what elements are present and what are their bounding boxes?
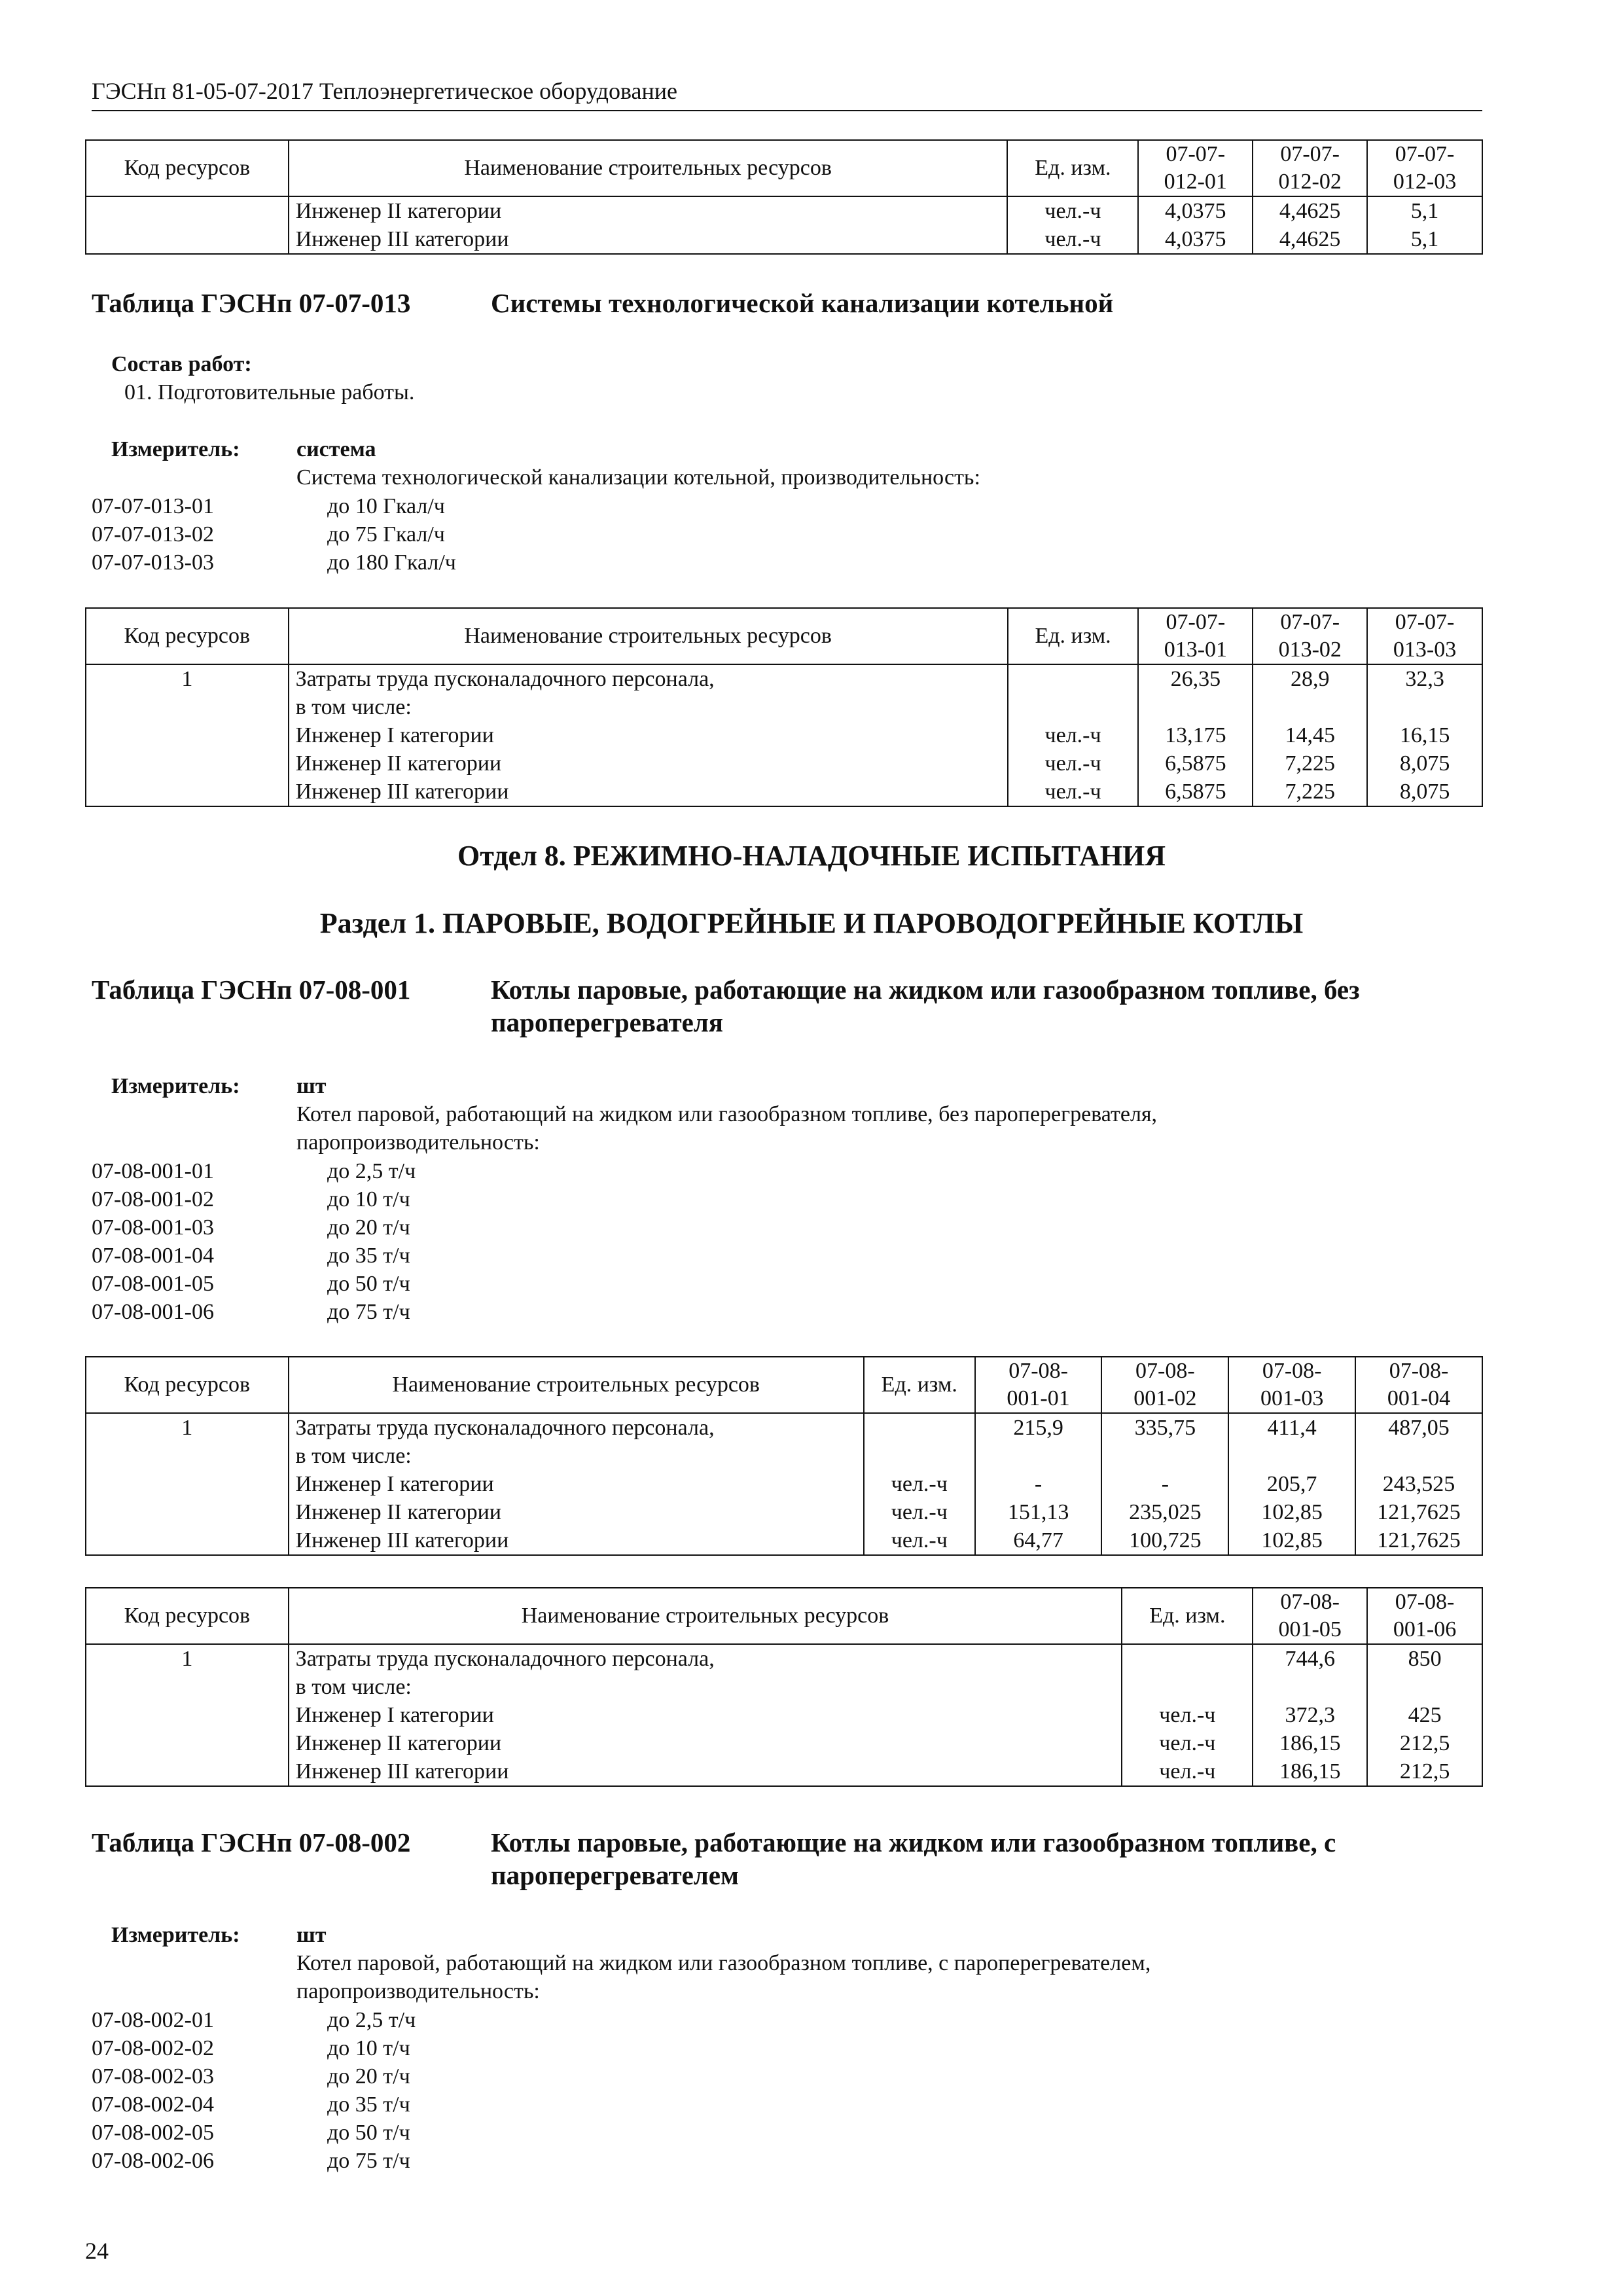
cell-code: [86, 693, 289, 721]
norm-code-line1: 07-08-: [1395, 1590, 1455, 1614]
cell-unit: чел.-ч: [1007, 196, 1138, 225]
cell-name: Инженер II категории: [289, 1729, 1122, 1757]
col-header-unit: Ед. изм.: [1122, 1588, 1253, 1644]
cell-code: [86, 1526, 289, 1555]
cell-value: [1367, 1673, 1482, 1701]
cell-name: Инженер III категории: [289, 1526, 864, 1555]
running-header: ГЭСНп 81-05-07-2017 Теплоэнергетическое оборудование: [92, 78, 677, 104]
cell-value: 850: [1367, 1644, 1482, 1673]
norm-code-line1: 07-08-: [1262, 1359, 1322, 1383]
norm-code-line2: 001-05: [1278, 1617, 1342, 1641]
col-header-name: Наименование строительных ресурсов: [289, 1357, 864, 1413]
item-range: до 35 т/ч: [327, 2092, 410, 2117]
cell-code: [86, 1470, 289, 1498]
cell-value: 6,5875: [1138, 778, 1253, 806]
item-code: 07-08-002-06: [92, 2149, 214, 2173]
table-row: [86, 749, 1482, 778]
measure-description: Система технологической канализации котельной, производительность:: [296, 465, 980, 490]
item-code: 07-08-002-02: [92, 2036, 214, 2060]
col-header-name: Наименование строительных ресурсов: [289, 608, 1008, 664]
norm-code-line1: 07-07-: [1395, 142, 1455, 166]
cell-value: 64,77: [975, 1526, 1102, 1555]
col-header-norm: [975, 1357, 1102, 1413]
cell-value: 243,525: [1355, 1470, 1482, 1498]
cell-unit: чел.-ч: [1007, 225, 1138, 254]
col-header-code: Код ресурсов: [86, 140, 289, 196]
item-code: 07-08-001-05: [92, 1272, 214, 1296]
item-range: до 10 т/ч: [327, 1187, 410, 1211]
cell-value: 13,175: [1138, 721, 1253, 749]
resource-table-07-08-001-a: [85, 1356, 1483, 1556]
table-heading: Котлы паровые, работающие на жидком или газообразном топливе, с пароперегревателем: [491, 1827, 1336, 1890]
table-row: [86, 196, 1482, 225]
col-header-code: Код ресурсов: [86, 1588, 289, 1644]
cell-value: 6,5875: [1138, 749, 1253, 778]
item-code: 07-08-002-01: [92, 2008, 214, 2032]
norm-code-line1: 07-07-: [1280, 610, 1340, 634]
table-header-row: [86, 1357, 1482, 1413]
table-row: [86, 693, 1482, 721]
cell-code: [86, 1757, 289, 1786]
header-rule: [92, 110, 1482, 111]
measure-unit: шт: [296, 1074, 327, 1098]
item-range: до 35 т/ч: [327, 1244, 410, 1268]
cell-value: 744,6: [1253, 1644, 1367, 1673]
cell-value: 186,15: [1253, 1729, 1367, 1757]
resource-table-07-08-001-b: [85, 1587, 1483, 1787]
cell-value: 151,13: [975, 1498, 1102, 1526]
cell-code: [86, 1673, 289, 1701]
cell-name: Инженер III категории: [289, 778, 1008, 806]
table-row: [86, 1701, 1482, 1729]
cell-value: 121,7625: [1355, 1498, 1482, 1526]
norm-code-line2: 001-03: [1260, 1386, 1324, 1410]
col-header-norm: [1367, 1588, 1482, 1644]
cell-value: [1138, 693, 1253, 721]
cell-value: 32,3: [1367, 664, 1482, 693]
norm-code-line2: 013-02: [1278, 637, 1342, 662]
norm-code-line1: 07-07-: [1280, 142, 1340, 166]
item-code: 07-08-001-03: [92, 1215, 214, 1240]
cell-code: [86, 1701, 289, 1729]
cell-value: 8,075: [1367, 749, 1482, 778]
cell-value: 28,9: [1253, 664, 1367, 693]
item-range: до 10 т/ч: [327, 2036, 410, 2060]
col-header-norm: [1253, 608, 1367, 664]
cell-value: 235,025: [1101, 1498, 1228, 1526]
col-header-unit: Ед. изм.: [1007, 140, 1138, 196]
item-code: 07-07-013-01: [92, 494, 214, 518]
item-range: до 75 Гкал/ч: [327, 522, 445, 547]
table-row: [86, 664, 1482, 693]
item-code: 07-08-002-05: [92, 2121, 214, 2145]
cell-value: 5,1: [1367, 196, 1482, 225]
col-header-norm: [1228, 1357, 1355, 1413]
col-header-unit: Ед. изм.: [1008, 608, 1139, 664]
cell-value: -: [1101, 1470, 1228, 1498]
item-range: до 50 т/ч: [327, 1272, 410, 1296]
cell-value: 411,4: [1228, 1413, 1355, 1442]
table-label: Таблица ГЭСНп 07-08-002: [92, 1827, 411, 1857]
col-header-code: Код ресурсов: [86, 608, 289, 664]
cell-value: 7,225: [1253, 778, 1367, 806]
cell-name: Затраты труда пусконаладочного персонала,: [289, 664, 1008, 693]
col-header-code: Код ресурсов: [86, 1357, 289, 1413]
measure-description-cont: паропроизводительность:: [296, 1979, 540, 2003]
item-code: 07-08-001-01: [92, 1159, 214, 1183]
cell-name: Инженер III категории: [289, 225, 1008, 254]
section-heading: Раздел 1. ПАРОВЫЕ, ВОДОГРЕЙНЫЕ И ПАРОВОДОГРЕЙНЫЕ КОТЛЫ: [319, 907, 1304, 939]
col-header-norm: [1253, 1588, 1367, 1644]
cell-value: 4,4625: [1253, 196, 1367, 225]
cell-value: 215,9: [975, 1413, 1102, 1442]
col-header-name: Наименование строительных ресурсов: [289, 140, 1008, 196]
col-header-norm: [1101, 1357, 1228, 1413]
item-range: до 75 т/ч: [327, 2149, 410, 2173]
cell-name: Инженер III категории: [289, 1757, 1122, 1786]
table-row: [86, 1644, 1482, 1673]
cell-value: 372,3: [1253, 1701, 1367, 1729]
cell-value: 5,1: [1367, 225, 1482, 254]
item-range: до 2,5 т/ч: [327, 2008, 416, 2032]
item-code: 07-08-002-03: [92, 2064, 214, 2089]
col-header-unit: Ед. изм.: [864, 1357, 975, 1413]
cell-value: -: [975, 1470, 1102, 1498]
norm-code-line2: 013-03: [1393, 637, 1457, 662]
cell-value: 205,7: [1228, 1470, 1355, 1498]
cell-code: [86, 721, 289, 749]
col-header-norm: [1367, 140, 1482, 196]
cell-code: 1: [86, 1413, 289, 1442]
cell-name: Затраты труда пусконаладочного персонала,: [289, 1644, 1122, 1673]
table-header-row: [86, 140, 1482, 196]
table-row: [86, 1526, 1482, 1555]
col-header-norm: [1253, 140, 1367, 196]
cell-value: 425: [1367, 1701, 1482, 1729]
item-range: до 10 Гкал/ч: [327, 494, 445, 518]
cell-code: [86, 1729, 289, 1757]
item-range: до 20 т/ч: [327, 2064, 410, 2089]
cell-name: в том числе:: [289, 693, 1008, 721]
cell-unit: чел.-ч: [1122, 1701, 1253, 1729]
cell-unit: [1122, 1644, 1253, 1673]
col-header-norm: [1355, 1357, 1482, 1413]
table-row: [86, 225, 1482, 254]
cell-unit: чел.-ч: [1008, 749, 1139, 778]
norm-code-line1: 07-07-: [1166, 142, 1226, 166]
cell-name: Инженер I категории: [289, 1470, 864, 1498]
table-row: [86, 1729, 1482, 1757]
cell-name: Инженер I категории: [289, 721, 1008, 749]
col-header-norm: [1138, 608, 1253, 664]
cell-unit: чел.-ч: [864, 1526, 975, 1555]
cell-name: Инженер II категории: [289, 196, 1008, 225]
table-row: [86, 1757, 1482, 1786]
table-row: [86, 1498, 1482, 1526]
cell-value: 186,15: [1253, 1757, 1367, 1786]
item-code: 07-08-001-04: [92, 1244, 214, 1268]
cell-value: [1228, 1442, 1355, 1470]
cell-code: [86, 749, 289, 778]
item-code: 07-08-001-02: [92, 1187, 214, 1211]
norm-code-line2: 001-04: [1387, 1386, 1451, 1410]
cell-name: в том числе:: [289, 1673, 1122, 1701]
cell-value: 26,35: [1138, 664, 1253, 693]
table-row: [86, 1413, 1482, 1442]
norm-code-line2: 012-01: [1164, 170, 1227, 194]
cell-unit: чел.-ч: [864, 1470, 975, 1498]
cell-unit: чел.-ч: [1008, 778, 1139, 806]
cell-value: 8,075: [1367, 778, 1482, 806]
cell-code: [86, 1498, 289, 1526]
cell-unit: [1008, 693, 1139, 721]
norm-code-line2: 013-01: [1164, 637, 1228, 662]
col-header-name: Наименование строительных ресурсов: [289, 1588, 1122, 1644]
cell-name: в том числе:: [289, 1442, 864, 1470]
cell-value: [975, 1442, 1102, 1470]
cell-name: Инженер I категории: [289, 1701, 1122, 1729]
cell-value: 4,0375: [1138, 196, 1253, 225]
measure-unit: шт: [296, 1923, 327, 1947]
measure-label: Измеритель:: [111, 1074, 240, 1098]
cell-value: 102,85: [1228, 1498, 1355, 1526]
table-heading: Котлы паровые, работающие на жидком или газообразном топливе, без пароперегревателя: [491, 975, 1360, 1037]
norm-code-line2: 001-02: [1133, 1386, 1197, 1410]
norm-code-line1: 07-08-: [1280, 1590, 1340, 1614]
cell-unit: [1008, 664, 1139, 693]
cell-code: [86, 225, 289, 254]
table-header-row: [86, 1588, 1482, 1644]
cell-code: [86, 778, 289, 806]
item-range: до 2,5 т/ч: [327, 1159, 416, 1183]
resource-table-07-07-013: [85, 607, 1483, 807]
resource-table-07-07-012: [85, 139, 1483, 255]
item-code: 07-07-013-03: [92, 550, 214, 575]
item-code: 07-08-002-04: [92, 2092, 214, 2117]
cell-code: 1: [86, 664, 289, 693]
cell-name: Затраты труда пусконаладочного персонала,: [289, 1413, 864, 1442]
cell-name: Инженер II категории: [289, 1498, 864, 1526]
cell-value: [1101, 1442, 1228, 1470]
cell-value: 102,85: [1228, 1526, 1355, 1555]
cell-value: 212,5: [1367, 1729, 1482, 1757]
cell-value: 4,0375: [1138, 225, 1253, 254]
item-range: до 20 т/ч: [327, 1215, 410, 1240]
table-label: Таблица ГЭСНп 07-07-013: [92, 288, 411, 318]
cell-code: 1: [86, 1644, 289, 1673]
item-code: 07-08-001-06: [92, 1300, 214, 1324]
cell-unit: [1122, 1673, 1253, 1701]
cell-value: 335,75: [1101, 1413, 1228, 1442]
work-item: 01. Подготовительные работы.: [124, 380, 415, 404]
measure-description: Котел паровой, работающий на жидком или газообразном топливе, с пароперегревателем,: [296, 1951, 1151, 1975]
norm-code-line2: 012-03: [1393, 170, 1457, 194]
measure-description-cont: паропроизводительность:: [296, 1130, 540, 1155]
norm-code-line1: 07-08-: [1389, 1359, 1449, 1383]
cell-value: 4,4625: [1253, 225, 1367, 254]
table-heading: Системы технологической канализации котельной: [491, 288, 1114, 318]
cell-code: [86, 1442, 289, 1470]
norm-code-line2: 001-06: [1393, 1617, 1457, 1641]
cell-code: [86, 196, 289, 225]
cell-unit: [864, 1413, 975, 1442]
table-row: [86, 1442, 1482, 1470]
cell-value: 14,45: [1253, 721, 1367, 749]
item-range: до 75 т/ч: [327, 1300, 410, 1324]
norm-code-line1: 07-08-: [1008, 1359, 1068, 1383]
cell-value: [1253, 1673, 1367, 1701]
cell-value: [1367, 693, 1482, 721]
cell-value: [1253, 693, 1367, 721]
item-range: до 50 т/ч: [327, 2121, 410, 2145]
col-header-norm: [1138, 140, 1253, 196]
cell-unit: чел.-ч: [1122, 1757, 1253, 1786]
item-code: 07-07-013-02: [92, 522, 214, 547]
page-number: 24: [85, 2238, 109, 2264]
cell-value: [1355, 1442, 1482, 1470]
cell-value: 7,225: [1253, 749, 1367, 778]
cell-unit: чел.-ч: [1008, 721, 1139, 749]
table-row: [86, 1470, 1482, 1498]
department-heading: Отдел 8. РЕЖИМНО-НАЛАДОЧНЫЕ ИСПЫТАНИЯ: [457, 840, 1166, 872]
col-header-norm: [1367, 608, 1482, 664]
cell-unit: чел.-ч: [864, 1498, 975, 1526]
work-composition-label: Состав работ:: [111, 352, 252, 376]
measure-unit: система: [296, 437, 376, 461]
cell-value: 121,7625: [1355, 1526, 1482, 1555]
norm-code-line2: 001-01: [1007, 1386, 1070, 1410]
cell-value: 212,5: [1367, 1757, 1482, 1786]
measure-description: Котел паровой, работающий на жидком или газообразном топливе, без пароперегревателя,: [296, 1102, 1158, 1126]
cell-unit: чел.-ч: [1122, 1729, 1253, 1757]
cell-name: Инженер II категории: [289, 749, 1008, 778]
table-header-row: [86, 608, 1482, 664]
measure-label: Измеритель:: [111, 1923, 240, 1947]
table-label: Таблица ГЭСНп 07-08-001: [92, 975, 411, 1005]
item-range: до 180 Гкал/ч: [327, 550, 456, 575]
cell-unit: [864, 1442, 975, 1470]
cell-value: 100,725: [1101, 1526, 1228, 1555]
table-row: [86, 778, 1482, 806]
cell-value: 16,15: [1367, 721, 1482, 749]
cell-value: 487,05: [1355, 1413, 1482, 1442]
norm-code-line2: 012-02: [1278, 170, 1342, 194]
table-row: [86, 1673, 1482, 1701]
table-row: [86, 721, 1482, 749]
norm-code-line1: 07-07-: [1395, 610, 1455, 634]
norm-code-line1: 07-07-: [1166, 610, 1226, 634]
measure-label: Измеритель:: [111, 437, 240, 461]
norm-code-line1: 07-08-: [1135, 1359, 1195, 1383]
